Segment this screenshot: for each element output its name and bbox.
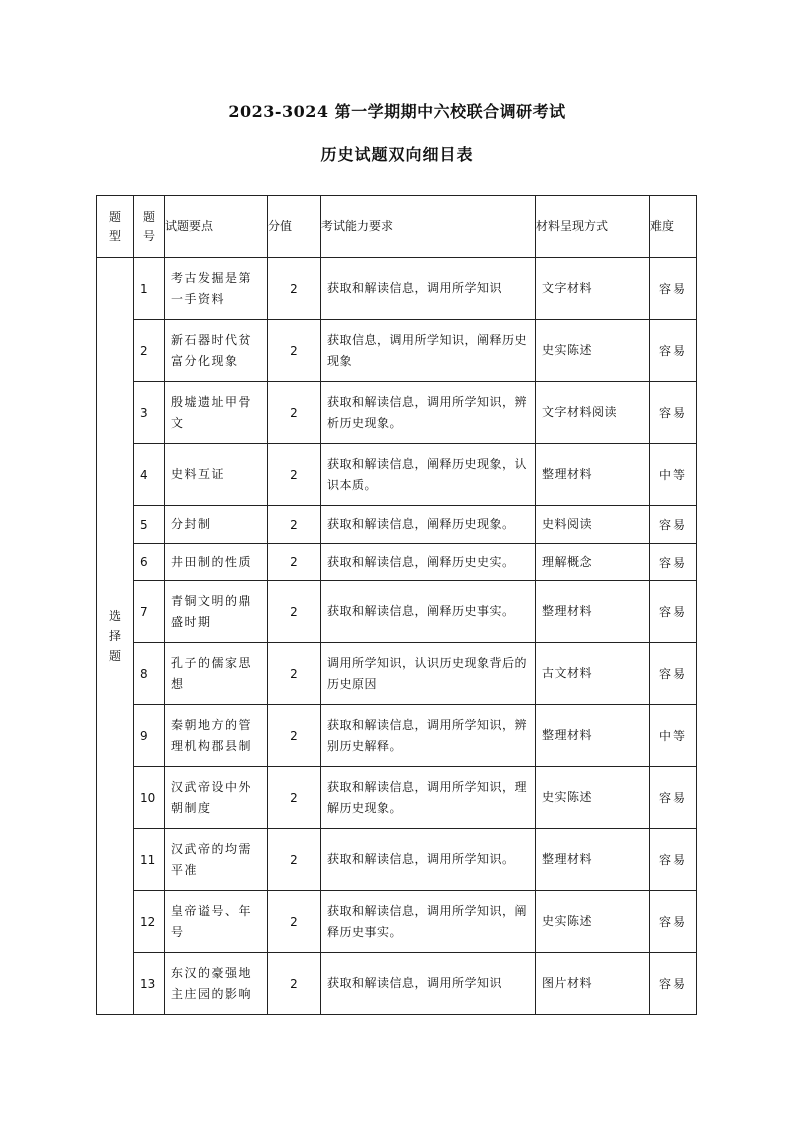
question-score: 2 xyxy=(268,829,321,891)
table-row xyxy=(97,320,697,382)
question-ability: 获取信息，调用所学知识，阐释历史现象 xyxy=(321,320,536,382)
question-ability: 获取和解读信息，阐释历史史实。 xyxy=(321,544,536,581)
question-score: 2 xyxy=(268,767,321,829)
question-difficulty: 容易 xyxy=(650,891,697,953)
table-row xyxy=(97,767,697,829)
question-score: 2 xyxy=(268,581,321,643)
question-difficulty: 中等 xyxy=(650,705,697,767)
question-score: 2 xyxy=(268,705,321,767)
question-point: 秦朝地方的管理机构郡县制 xyxy=(165,705,268,767)
table-row xyxy=(97,444,697,506)
question-difficulty: 容易 xyxy=(650,320,697,382)
question-number: 12 xyxy=(134,891,165,953)
question-difficulty: 容易 xyxy=(650,643,697,705)
spec-table xyxy=(96,195,697,1015)
header-point: 试题要点 xyxy=(165,196,268,258)
question-material: 文字材料阅读 xyxy=(536,382,650,444)
question-ability: 获取和解读信息，阐释历史现象。 xyxy=(321,506,536,544)
question-number: 2 xyxy=(134,320,165,382)
question-score: 2 xyxy=(268,382,321,444)
question-number: 1 xyxy=(134,258,165,320)
table-row xyxy=(97,953,697,1015)
question-number: 3 xyxy=(134,382,165,444)
question-point: 考古发掘是第一手资料 xyxy=(165,258,268,320)
table-row xyxy=(97,643,697,705)
question-ability: 获取和解读信息，调用所学知识 xyxy=(321,258,536,320)
question-score: 2 xyxy=(268,953,321,1015)
question-number: 4 xyxy=(134,444,165,506)
question-difficulty: 容易 xyxy=(650,581,697,643)
question-difficulty: 容易 xyxy=(650,258,697,320)
table-row xyxy=(97,891,697,953)
question-number: 8 xyxy=(134,643,165,705)
question-point: 青铜文明的鼎盛时期 xyxy=(165,581,268,643)
table-row xyxy=(97,506,697,544)
question-ability: 获取和解读信息，调用所学知识 xyxy=(321,953,536,1015)
question-material: 理解概念 xyxy=(536,544,650,581)
question-ability: 获取和解读信息，调用所学知识，理解历史现象。 xyxy=(321,767,536,829)
header-material: 材料呈现方式 xyxy=(536,196,650,258)
question-material: 古文材料 xyxy=(536,643,650,705)
table-row xyxy=(97,581,697,643)
table-row xyxy=(97,382,697,444)
question-point: 殷墟遗址甲骨文 xyxy=(165,382,268,444)
table-header-row xyxy=(97,196,697,258)
question-point: 皇帝谥号、年号 xyxy=(165,891,268,953)
question-ability: 调用所学知识，认识历史现象背后的历史原因 xyxy=(321,643,536,705)
question-type-cell: 选择题 xyxy=(97,258,134,1015)
question-number: 5 xyxy=(134,506,165,544)
question-difficulty: 容易 xyxy=(650,829,697,891)
question-point: 新石器时代贫富分化现象 xyxy=(165,320,268,382)
question-difficulty: 容易 xyxy=(650,767,697,829)
question-number: 9 xyxy=(134,705,165,767)
question-point: 汉武帝设中外朝制度 xyxy=(165,767,268,829)
question-material: 史料阅读 xyxy=(536,506,650,544)
document-subtitle: 历史试题双向细目表 xyxy=(320,145,474,164)
question-difficulty: 容易 xyxy=(650,544,697,581)
question-difficulty: 容易 xyxy=(650,382,697,444)
question-number: 13 xyxy=(134,953,165,1015)
question-point: 汉武帝的均需平准 xyxy=(165,829,268,891)
question-score: 2 xyxy=(268,544,321,581)
question-material: 图片材料 xyxy=(536,953,650,1015)
header-difficulty: 难度 xyxy=(650,196,697,258)
table-row xyxy=(97,544,697,581)
question-material: 文字材料 xyxy=(536,258,650,320)
question-score: 2 xyxy=(268,444,321,506)
question-point: 史料互证 xyxy=(165,444,268,506)
header-number: 题号 xyxy=(134,196,165,258)
question-point: 东汉的豪强地主庄园的影响 xyxy=(165,953,268,1015)
header-score: 分值 xyxy=(268,196,321,258)
question-score: 2 xyxy=(268,320,321,382)
question-number: 11 xyxy=(134,829,165,891)
question-score: 2 xyxy=(268,506,321,544)
question-difficulty: 容易 xyxy=(650,953,697,1015)
question-difficulty: 容易 xyxy=(650,506,697,544)
question-difficulty: 中等 xyxy=(650,444,697,506)
header-type: 题型 xyxy=(97,196,134,258)
question-material: 整理材料 xyxy=(536,581,650,643)
header-ability: 考试能力要求 xyxy=(321,196,536,258)
question-score: 2 xyxy=(268,258,321,320)
table-row xyxy=(97,258,697,320)
question-material: 整理材料 xyxy=(536,829,650,891)
document-title: 2023-3024 第一学期期中六校联合调研考试 xyxy=(228,102,566,121)
question-material: 史实陈述 xyxy=(536,891,650,953)
table-row xyxy=(97,705,697,767)
question-material: 史实陈述 xyxy=(536,320,650,382)
question-number: 10 xyxy=(134,767,165,829)
question-ability: 获取和解读信息，调用所学知识，辨析历史现象。 xyxy=(321,382,536,444)
table-row xyxy=(97,829,697,891)
question-material: 史实陈述 xyxy=(536,767,650,829)
question-point: 孔子的儒家思想 xyxy=(165,643,268,705)
question-number: 6 xyxy=(134,544,165,581)
question-number: 7 xyxy=(134,581,165,643)
question-point: 井田制的性质 xyxy=(165,544,268,581)
question-ability: 获取和解读信息，阐释历史事实。 xyxy=(321,581,536,643)
question-ability: 获取和解读信息，调用所学知识，阐释历史事实。 xyxy=(321,891,536,953)
question-score: 2 xyxy=(268,891,321,953)
question-material: 整理材料 xyxy=(536,705,650,767)
question-material: 整理材料 xyxy=(536,444,650,506)
question-ability: 获取和解读信息，阐释历史现象，认识本质。 xyxy=(321,444,536,506)
question-ability: 获取和解读信息，调用所学知识，辨别历史解释。 xyxy=(321,705,536,767)
question-score: 2 xyxy=(268,643,321,705)
question-ability: 获取和解读信息，调用所学知识。 xyxy=(321,829,536,891)
question-point: 分封制 xyxy=(165,506,268,544)
